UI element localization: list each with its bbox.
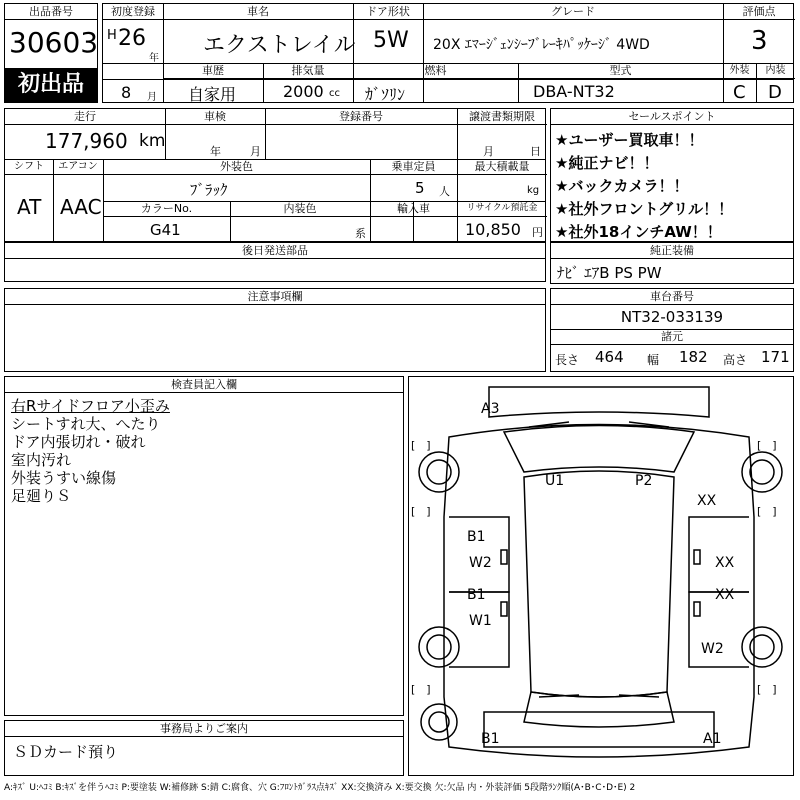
empty-bracket: [ ]: [411, 505, 431, 518]
sales-points-box: [550, 108, 794, 242]
interior-color-label: 内装色: [230, 201, 370, 217]
transfer-label: 譲渡書類期限: [457, 109, 547, 125]
shift-label: シフト: [5, 159, 53, 175]
inspector-note: 外装うすい線傷: [11, 469, 117, 487]
history-value: 自家用: [188, 85, 237, 104]
door-label: ドア形状: [353, 4, 423, 20]
transfer-day-unit: 日: [530, 145, 541, 158]
later-parts-box: [4, 242, 546, 282]
reg-era: H: [107, 28, 117, 43]
empty-bracket: [ ]: [757, 439, 777, 452]
capacity-label: 乗車定員: [370, 159, 457, 175]
reg-month-unit: 月: [147, 92, 157, 103]
caution-label: 注意事項欄: [5, 289, 545, 305]
aircon-value: AAC: [60, 195, 102, 219]
model-label: 型式: [518, 63, 723, 79]
chassis-value: NT32-033139: [620, 308, 724, 326]
import-label: 輸入車: [370, 201, 457, 217]
damage-mark-b1: B1: [481, 731, 500, 747]
grade-label: グレード: [423, 4, 723, 20]
interior-color-unit: 系: [355, 227, 366, 240]
displacement-value: 2000: [283, 82, 324, 101]
capacity-value: 5: [415, 179, 425, 197]
history-label: 車歴: [163, 63, 263, 79]
color-no-label: カラーNo.: [103, 201, 230, 217]
lot-number: 30603: [9, 26, 99, 59]
first-listing-badge: 初出品: [5, 68, 97, 102]
later-parts-label: 後日発送部品: [5, 243, 545, 259]
empty-bracket: [ ]: [411, 439, 431, 452]
reg-label: 初度登録: [103, 4, 163, 20]
damage-mark-b1: B1: [467, 529, 486, 545]
damage-mark-b1: B1: [467, 587, 486, 603]
recycle-label: リサイクル預託金: [457, 201, 547, 217]
vehicle-details: [4, 108, 546, 242]
length-value: 464: [595, 348, 624, 366]
exterior-color-label: 外装色: [103, 159, 370, 175]
car-diagram: [409, 377, 792, 774]
color-no-value: G41: [150, 221, 181, 239]
inspection-month-unit: 月: [250, 145, 261, 158]
aircon-label: エアコン: [53, 159, 103, 175]
equipment-box: [550, 242, 794, 284]
reg-year: 26: [118, 26, 146, 51]
equipment-value: ﾅﾋﾞ ｴｱB PS PW: [557, 264, 662, 282]
inspector-note: 室内汚れ: [11, 451, 72, 469]
fuel-value: ｶﾞｿﾘﾝ: [365, 85, 406, 104]
plate-label: 登録番号: [265, 109, 457, 125]
sales-points-label: セールスポイント: [551, 109, 793, 125]
displacement-label: 排気量: [263, 63, 353, 79]
mileage-label: 走行: [5, 109, 165, 125]
inspection-year-unit: 年: [210, 145, 221, 158]
office-label: 事務局よりご案内: [5, 721, 403, 737]
damage-mark-xx: XX: [715, 555, 735, 571]
damage-mark-a3: A3: [481, 401, 500, 417]
reg-year-unit: 年: [149, 53, 159, 64]
interior-score-label: 内装: [756, 63, 795, 79]
capacity-unit: 人: [439, 185, 450, 198]
sales-point: ★ユーザー買取車！！: [555, 131, 704, 149]
transfer-month-unit: 月: [483, 145, 494, 158]
chassis-box: [550, 288, 794, 372]
mileage-unit: km: [139, 131, 166, 151]
width-value: 182: [679, 348, 708, 366]
caution-box: [4, 288, 546, 372]
office-value: ＳＤカード預り: [13, 743, 119, 761]
height-label: 高さ: [723, 353, 748, 367]
recycle-unit: 円: [532, 226, 543, 239]
inspector-box: [4, 376, 404, 716]
inspection-label: 車検: [165, 109, 265, 125]
displacement-unit: cc: [329, 88, 340, 99]
inspector-note: シートすれ大、へたり: [11, 415, 161, 433]
shift-value: AT: [17, 195, 42, 219]
damage-mark-w2: W2: [469, 555, 492, 571]
lot-box: [4, 3, 98, 103]
model-value: DBA-NT32: [533, 82, 615, 101]
lot-label: 出品番号: [5, 4, 97, 20]
damage-mark-a1: A1: [703, 731, 722, 747]
exterior-score: C: [733, 82, 746, 103]
fuel-label: 燃料: [353, 63, 518, 79]
damage-mark-w2: W2: [701, 641, 724, 657]
length-label: 長さ: [555, 353, 580, 367]
width-label: 幅: [647, 353, 660, 367]
dims-label: 諸元: [551, 329, 793, 345]
inspector-note: ドア内張切れ・破れ: [11, 433, 146, 451]
mileage-value: 177,960: [45, 129, 128, 153]
empty-bracket: [ ]: [757, 683, 777, 696]
sales-point: ★社外フロントグリル！！: [555, 200, 734, 218]
legend: A:ｷｽﾞ U:ﾍｺﾐ B:ｷｽﾞを伴うﾍｺﾐ P:要塗装 W:補修跡 S:錆 C:腐食、穴 G:ﾌﾛﾝﾄｶﾞﾗｽ点ｷｽﾞ XX:交換済み X:要交換 欠:欠品 内・外装評価 5段階ﾗﾝｸ順(A･B･C･D･E) 2: [4, 783, 636, 793]
load-unit: kg: [527, 185, 540, 196]
height-value: 171: [761, 348, 790, 366]
inspector-note: 右Rサイドフロア小歪み: [11, 397, 170, 415]
interior-score: D: [768, 82, 782, 103]
sales-point: ★バックカメラ！！: [555, 177, 689, 195]
equipment-label: 純正装備: [551, 243, 793, 259]
exterior-color-value: ﾌﾞﾗｯｸ: [190, 181, 228, 199]
recycle-value: 10,850: [465, 220, 521, 239]
damage-mark-p2: P2: [635, 473, 653, 489]
damage-mark-xx: XX: [715, 587, 735, 603]
damage-mark-w1: W1: [469, 613, 492, 629]
damage-mark-u1: U1: [545, 473, 565, 489]
car-diagram-box: [408, 376, 794, 776]
inspector-label: 検査員記入欄: [5, 377, 403, 393]
door-value: 5W: [373, 28, 409, 53]
grade-value: 20X ｴﾏｰｼﾞｪﾝｼｰﾌﾞﾚｰｷﾊﾟｯｹｰｼﾞ 4WD: [433, 37, 650, 53]
sales-point: ★純正ナビ！！: [555, 154, 659, 172]
car-name: エクストレイル: [203, 33, 356, 58]
score-label: 評価点: [723, 4, 795, 20]
empty-bracket: [ ]: [411, 683, 431, 696]
office-box: [4, 720, 404, 776]
sales-point: ★社外18インチAW！！: [555, 223, 722, 241]
empty-bracket: [ ]: [757, 505, 777, 518]
score-value: 3: [751, 26, 768, 56]
reg-month: 8: [121, 83, 132, 102]
car-name-label: 車名: [163, 4, 353, 20]
header-row: [102, 3, 794, 103]
exterior-score-label: 外装: [723, 63, 756, 79]
chassis-label: 車台番号: [551, 289, 793, 305]
load-label: 最大積載量: [457, 159, 547, 175]
inspector-note: 足廻りＳ: [11, 487, 72, 505]
damage-mark-xx: XX: [697, 493, 717, 509]
